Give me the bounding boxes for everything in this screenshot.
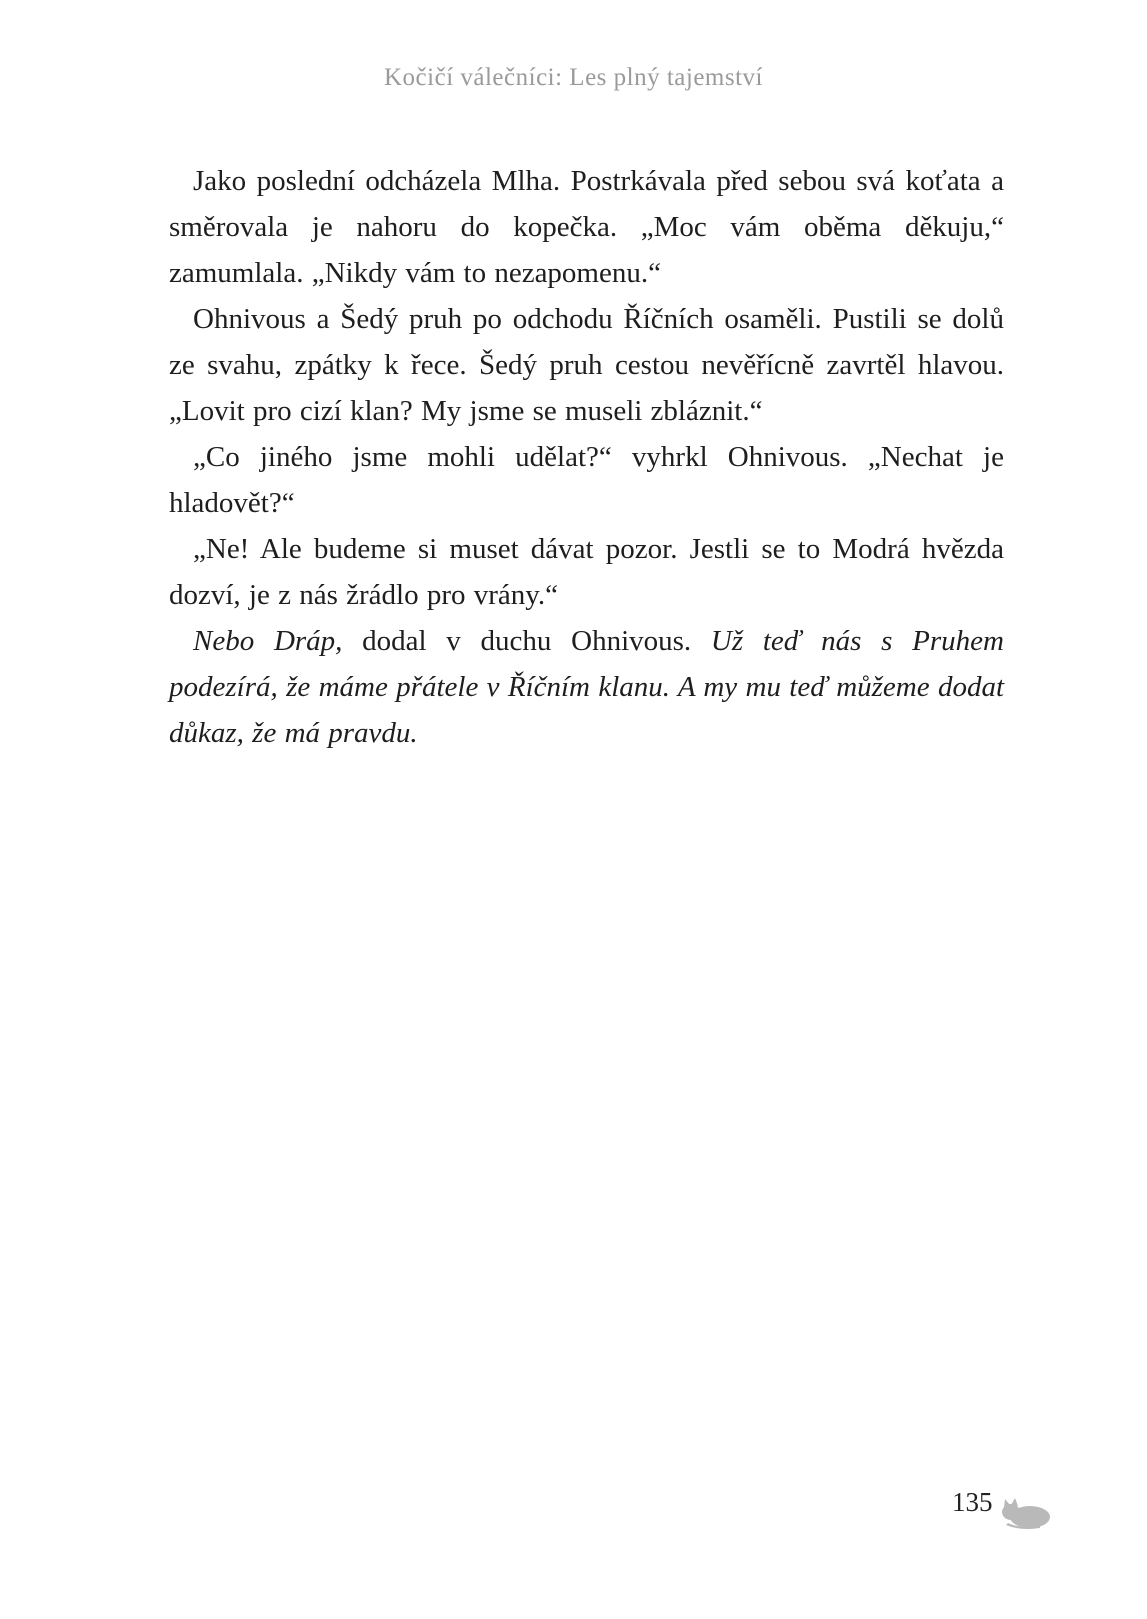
page-number: 135 <box>952 1487 993 1517</box>
paragraph-5-italic-lead: Nebo Dráp, <box>193 625 343 657</box>
paragraph-1 <box>169 158 1004 296</box>
running-title: Kočičí válečníci: Les plný tajemství <box>384 64 763 91</box>
paragraph-4 <box>169 526 1004 618</box>
paragraph-5 <box>169 618 1004 756</box>
paragraph-5-italic-thought: Už teď nás s Pruhem podezírá, že máme přátele v Říčním klanu. A my mu teď můžeme dodat důkaz, že má pravdu. <box>169 625 1004 749</box>
paragraph-1-text: Jako poslední odcházela Mlha. Postrkávala před sebou svá koťata a směrovala je nahoru do kopečka. „Moc vám oběma děkuju,“ zamumlala. „Nikdy vám to nezapomenu.“ <box>169 165 1004 289</box>
body-text <box>169 158 1004 756</box>
paragraph-2-text: Ohnivous a Šedý pruh po odchodu Říčních osaměli. Pustili se dolů ze svahu, zpátky k řece. Šedý pruh cestou nevěřícně zavrtěl hlavou. „Lovit pro cizí klan? My jsme se museli zbláznit.“ <box>169 303 1004 427</box>
paragraph-3 <box>169 434 1004 526</box>
sleeping-cat-icon <box>1000 1493 1052 1529</box>
paragraph-4-text: „Ne! Ale budeme si muset dávat pozor. Jestli se to Modrá hvězda dozví, je z nás žrádlo pro vrány.“ <box>169 533 1004 611</box>
paragraph-3-text: „Co jiného jsme mohli udělat?“ vyhrkl Ohnivous. „Nechat je hladovět?“ <box>169 441 1004 519</box>
paragraph-5-text: dodal v duchu Ohnivous. <box>342 625 711 657</box>
paragraph-2 <box>169 296 1004 434</box>
